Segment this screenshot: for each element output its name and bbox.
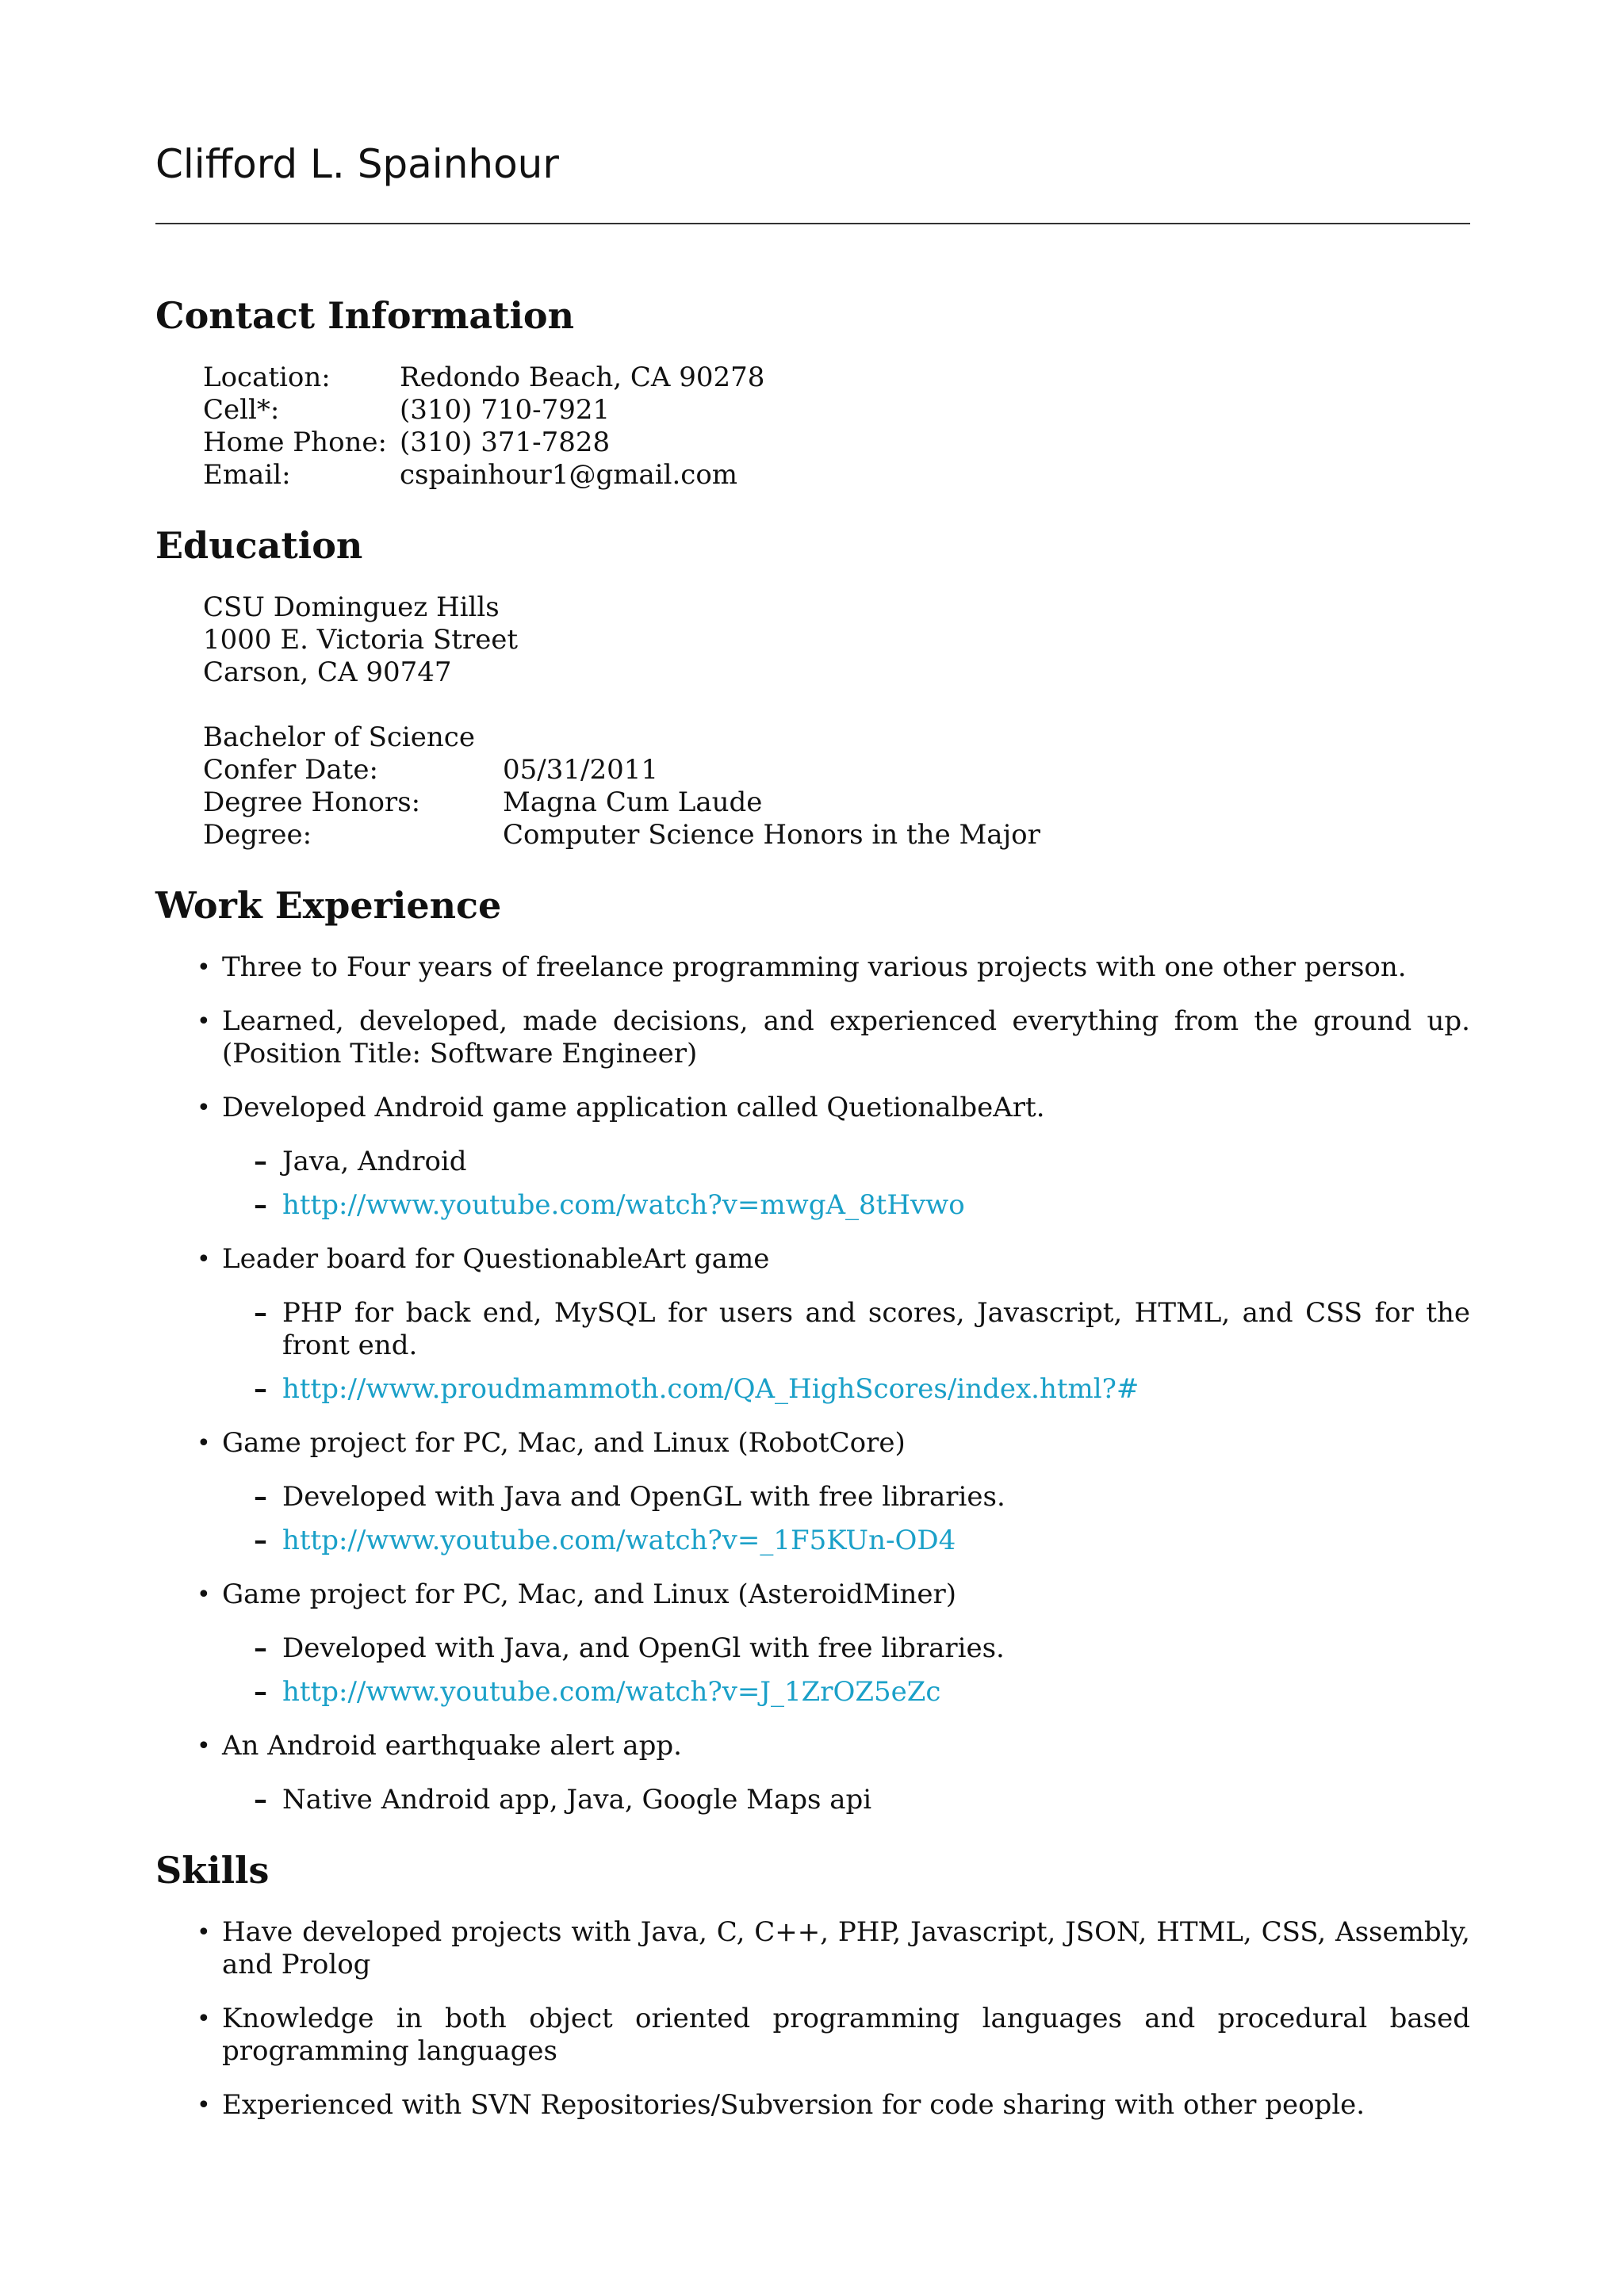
sub-list-item <box>222 1189 1470 1222</box>
sub-list-item <box>222 1525 1470 1557</box>
contact-row <box>203 362 1470 394</box>
list-item <box>155 1092 1470 1222</box>
bullet-icon: • <box>197 1429 211 1457</box>
list-item <box>155 1730 1470 1816</box>
contact-row <box>203 394 1470 427</box>
list-item <box>155 951 1470 984</box>
bullet-icon: • <box>197 1919 211 1946</box>
sub-list-item <box>222 1146 1470 1178</box>
sub-item-text: Native Android app, Java, Google Maps api <box>282 1784 872 1816</box>
dash-icon: – <box>254 1784 267 1816</box>
skills-list <box>155 1916 1470 2122</box>
sub-item-text: Developed with Java and OpenGL with free libraries. <box>282 1481 1005 1513</box>
address-line: Carson, CA 90747 <box>203 656 452 688</box>
dash-icon: – <box>254 1525 267 1556</box>
youtube-link-asteroidminer[interactable]: http://www.youtube.com/watch?v=J_1ZrOZ5eZc <box>282 1676 941 1708</box>
contact-section <box>155 292 1470 492</box>
contact-label: Location: <box>203 362 331 393</box>
degree-row <box>203 786 1470 819</box>
work-item-text: Three to Four years of freelance programming various projects with one other person. <box>222 951 1407 983</box>
work-item-text: Leader board for QuestionableArt game <box>222 1243 770 1275</box>
skills-section <box>155 1846 1470 2122</box>
bullet-icon: • <box>197 1581 211 1609</box>
degree-row <box>203 754 1470 786</box>
address-line: CSU Dominguez Hills <box>203 591 500 623</box>
degree-value: 05/31/2011 <box>503 754 658 786</box>
sub-list-item <box>222 1481 1470 1513</box>
degree-value: Computer Science Honors in the Major <box>503 819 1040 851</box>
contact-value: (310) 371-7828 <box>400 427 611 458</box>
work-item-text: Game project for PC, Mac, and Linux (AsteroidMiner) <box>222 1578 957 1610</box>
resume-content <box>155 292 1470 2152</box>
work-item-text: Game project for PC, Mac, and Linux (RobotCore) <box>222 1427 906 1459</box>
bullet-icon: • <box>197 1008 211 1035</box>
sub-list-item <box>222 1297 1470 1362</box>
skill-item-text: Have developed projects with Java, C, C++, PHP, Javascript, JSON, HTML, CSS, Assembly, and Prolog <box>222 1916 1470 1980</box>
contact-value: (310) 710-7921 <box>400 394 611 426</box>
dash-icon: – <box>254 1632 267 1664</box>
dash-icon: – <box>254 1481 267 1513</box>
sub-list-item <box>222 1373 1470 1406</box>
work-list <box>155 951 1470 1816</box>
contact-value: Redondo Beach, CA 90278 <box>400 362 765 393</box>
dash-icon: – <box>254 1676 267 1708</box>
contact-label: Email: <box>203 459 291 491</box>
contact-row <box>203 427 1470 459</box>
work-item-text: Learned, developed, made decisions, and experienced everything from the ground up. (Position Title: Software Engineer) <box>222 1005 1470 1070</box>
contact-value: cspainhour1@gmail.com <box>400 459 738 491</box>
bullet-icon: • <box>197 954 211 982</box>
sub-list <box>222 1146 1470 1222</box>
list-item <box>155 1578 1470 1709</box>
dash-icon: – <box>254 1189 267 1221</box>
degree-row <box>203 819 1470 851</box>
youtube-link-robotcore[interactable]: http://www.youtube.com/watch?v=_1F5KUn-OD4 <box>282 1525 956 1556</box>
work-item-text: An Android earthquake alert app. <box>222 1730 682 1762</box>
highscores-link[interactable]: http://www.proudmammoth.com/QA_HighScores/index.html?# <box>282 1373 1139 1405</box>
dash-icon: – <box>254 1146 267 1177</box>
list-item <box>155 1005 1470 1070</box>
sub-list <box>222 1481 1470 1557</box>
degree-value: Magna Cum Laude <box>503 786 763 818</box>
degree-label: Degree Honors: <box>203 786 421 818</box>
sub-list <box>222 1632 1470 1709</box>
school-address <box>155 591 1470 754</box>
work-item-text: Developed Android game application called QuetionalbeArt. <box>222 1092 1045 1123</box>
sub-list-item <box>222 1676 1470 1709</box>
sub-list-item <box>222 1784 1470 1816</box>
degree-title: Bachelor of Science <box>203 721 475 753</box>
contact-label: Home Phone: <box>203 427 388 458</box>
bullet-icon: • <box>197 1094 211 1122</box>
sub-list <box>222 1297 1470 1406</box>
address-line: 1000 E. Victoria Street <box>203 624 519 656</box>
list-item <box>155 2089 1470 2122</box>
dash-icon: – <box>254 1297 267 1329</box>
sub-list-item <box>222 1632 1470 1665</box>
section-heading-skills: Skills <box>155 1849 270 1892</box>
sub-item-text: PHP for back end, MySQL for users and scores, Javascript, HTML, and CSS for the front end. <box>282 1297 1470 1361</box>
contact-label: Cell*: <box>203 394 280 426</box>
work-section <box>155 882 1470 1816</box>
bullet-icon: • <box>197 1732 211 1760</box>
degree-label: Confer Date: <box>203 754 378 786</box>
bullet-icon: • <box>197 2091 211 2119</box>
bullet-icon: • <box>197 1246 211 1273</box>
list-item <box>155 1427 1470 1557</box>
section-heading-work: Work Experience <box>155 884 502 927</box>
skill-item-text: Experienced with SVN Repositories/Subversion for code sharing with other people. <box>222 2089 1365 2121</box>
candidate-name: Clifford L. Spainhour <box>155 141 559 187</box>
contact-row <box>203 459 1470 492</box>
contact-table <box>155 362 1470 492</box>
list-item <box>155 1243 1470 1406</box>
bullet-icon: • <box>197 2005 211 2033</box>
list-item <box>155 1916 1470 1981</box>
header-divider <box>155 223 1470 224</box>
sub-item-text: Java, Android <box>282 1146 467 1177</box>
degree-label: Degree: <box>203 819 312 851</box>
skill-item-text: Knowledge in both object oriented programming languages and procedural based programming languages <box>222 2003 1470 2067</box>
youtube-link-questionableart[interactable]: http://www.youtube.com/watch?v=mwgA_8tHvwo <box>282 1189 965 1221</box>
sub-list <box>222 1784 1470 1816</box>
section-heading-contact: Contact Information <box>155 294 575 337</box>
list-item <box>155 2003 1470 2068</box>
degree-table <box>155 754 1470 851</box>
dash-icon: – <box>254 1373 267 1405</box>
education-section <box>155 522 1470 851</box>
section-heading-education: Education <box>155 524 363 567</box>
sub-item-text: Developed with Java, and OpenGl with free libraries. <box>282 1632 1005 1664</box>
